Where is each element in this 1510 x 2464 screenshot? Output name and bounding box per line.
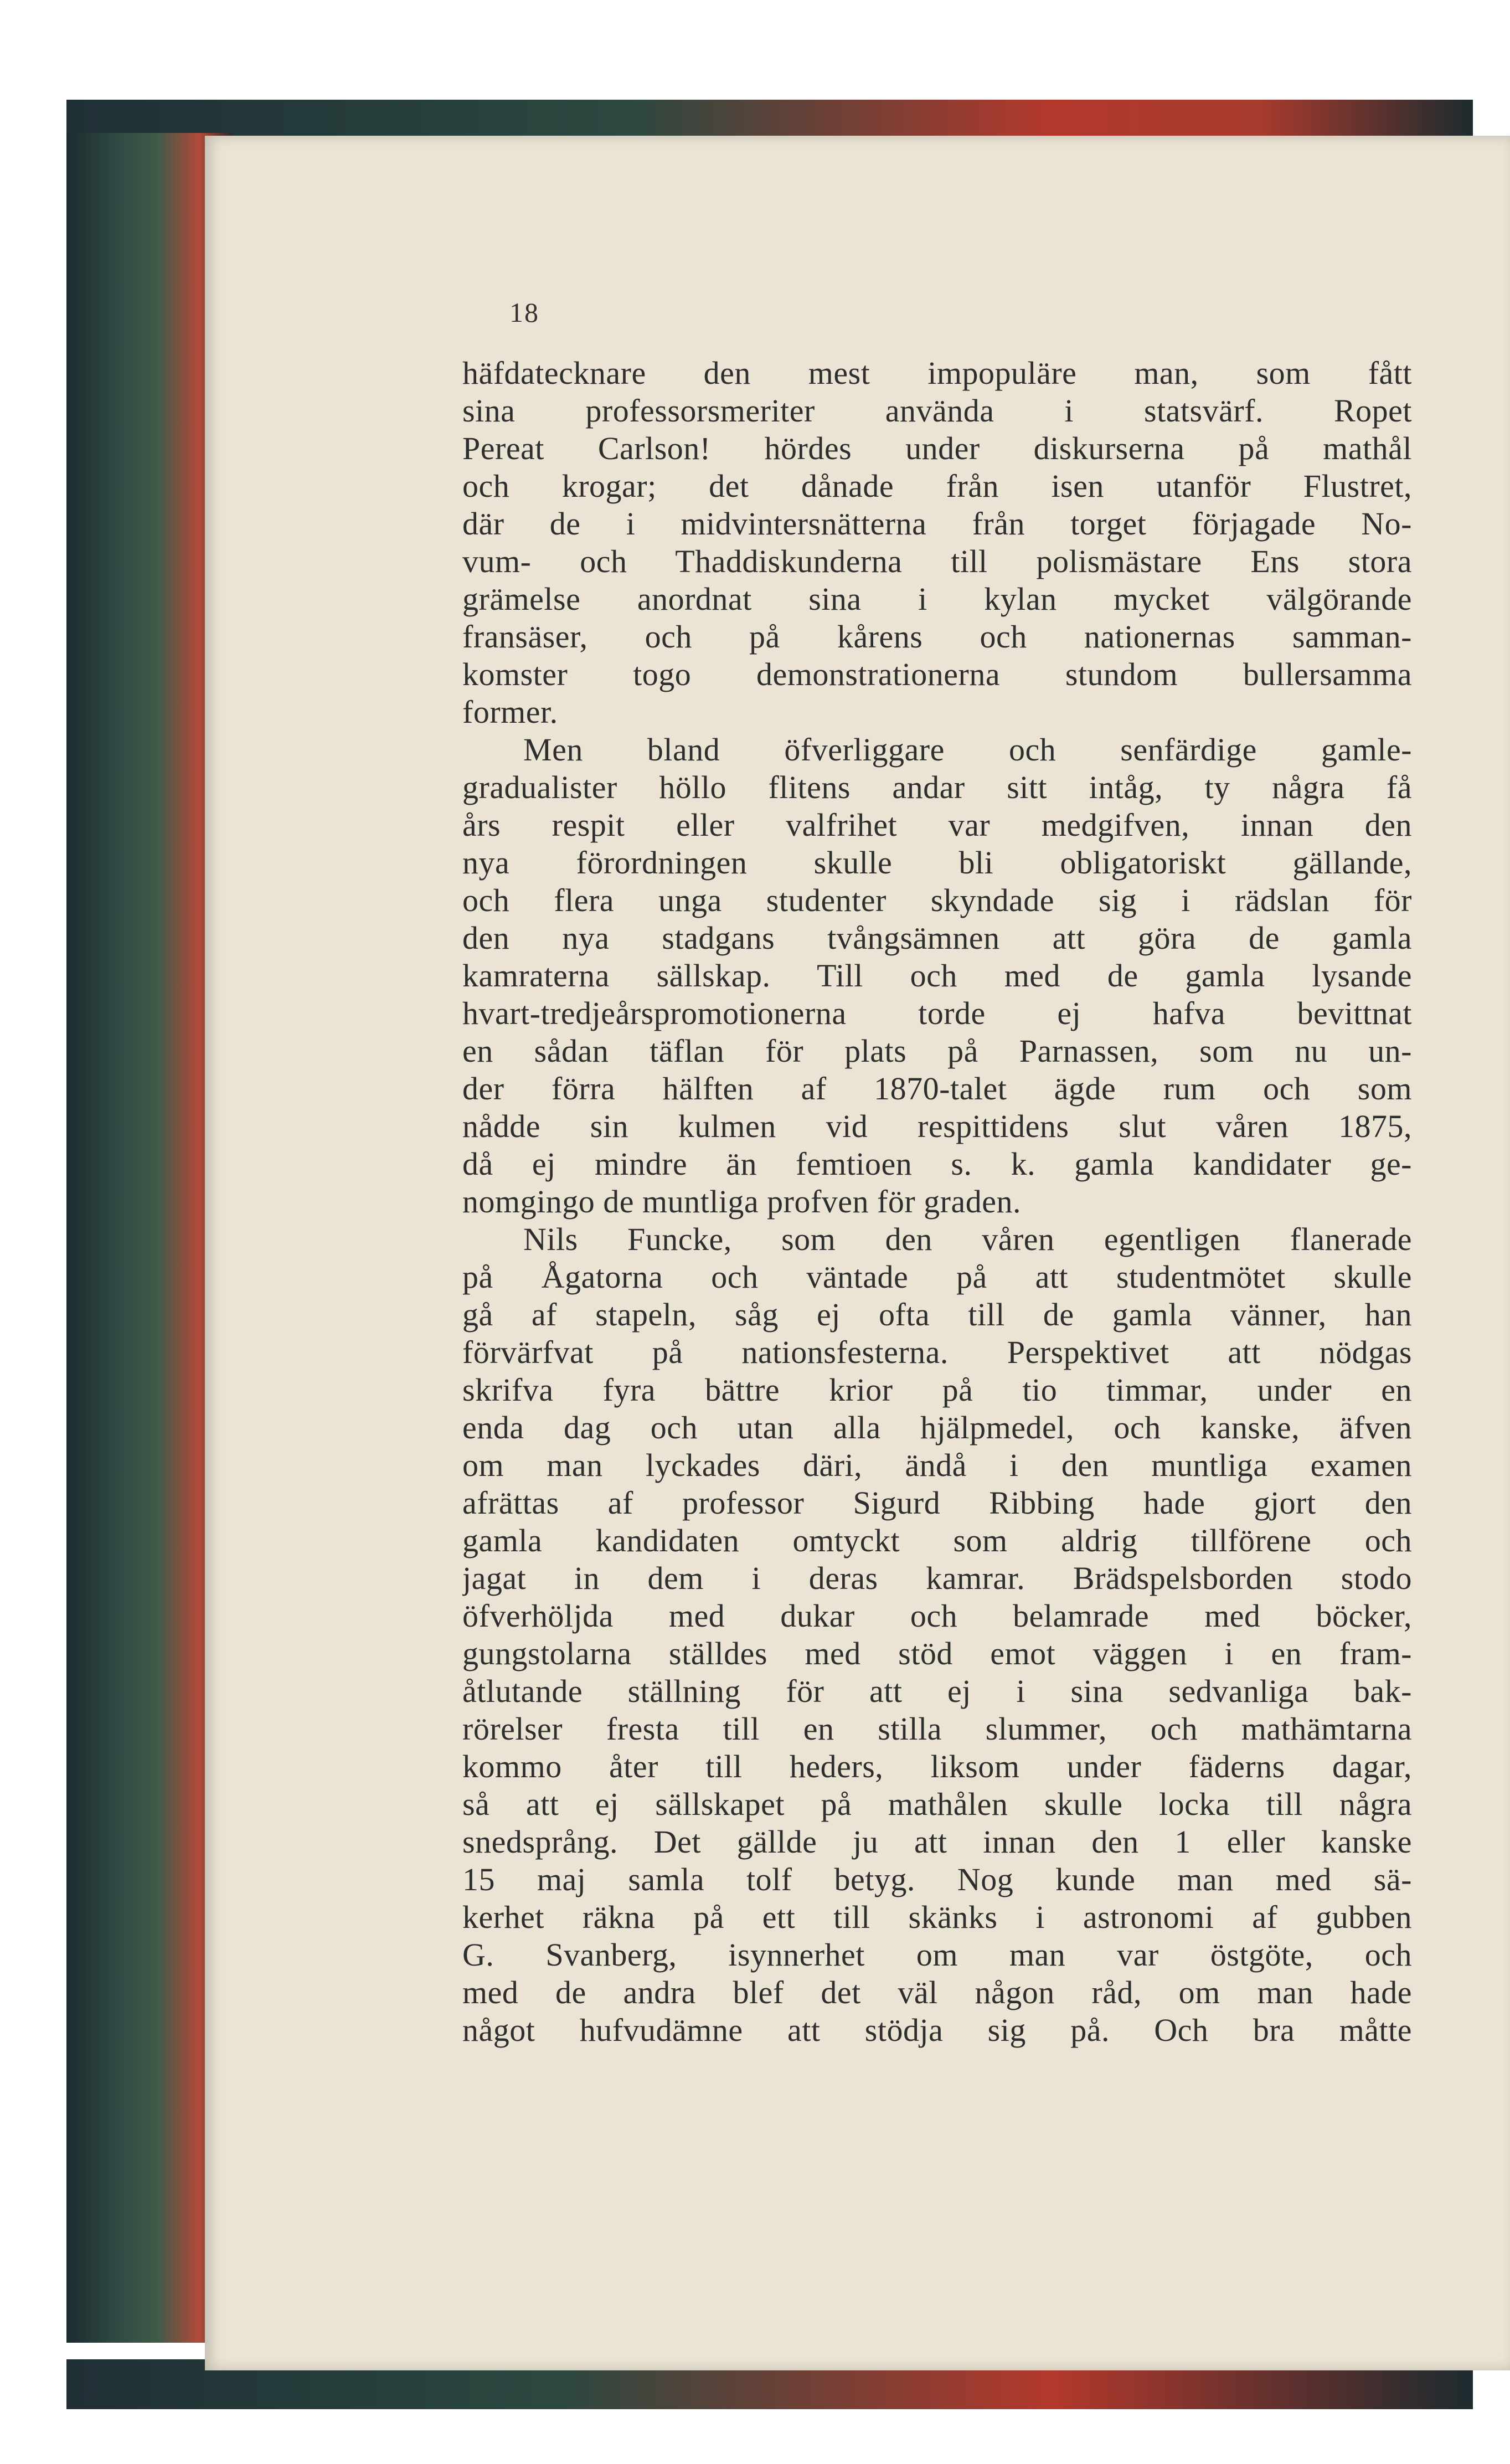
page-number: 18 (509, 297, 539, 328)
text-line: gradualister höllo flitens andar sitt intåg, ty några få (462, 769, 1412, 805)
text-line: så att ej sällskapet på mathålen skulle locka till några (462, 1786, 1412, 1822)
text-line: jagat in dem i deras kamrar. Brädspelsborden stodo (462, 1560, 1412, 1596)
text-line: förvärfvat på nationsfesterna. Perspektivet att nödgas (462, 1334, 1412, 1370)
text-line: Nils Funcke, som den våren egentligen flanerade (523, 1221, 1412, 1257)
text-line: skrifva fyra bättre krior på tio timmar, under en (462, 1372, 1412, 1408)
text-line: Men bland öfverliggare och senfärdige gamle- (523, 732, 1412, 768)
text-line: gamla kandidaten omtyckt som aldrig tillförene och (462, 1522, 1412, 1558)
text-line: der förra hälften af 1870-talet ägde rum och som (462, 1071, 1412, 1107)
text-line: på Ågatorna och väntade på att studentmötet skulle (462, 1259, 1412, 1295)
text-line: kommo åter till heders, liksom under fäderns dagar, (462, 1748, 1412, 1784)
text-line: afrättas af professor Sigurd Ribbing hade gjort den (462, 1485, 1412, 1521)
text-line: G. Svanberg, isynnerhet om man var östgöte, och (462, 1937, 1412, 1973)
text-line: Pereat Carlson! hördes under diskurserna på mathål (462, 430, 1412, 466)
text-line: former. (462, 694, 558, 730)
text-line: och krogar; det dånade från isen utanför Flustret, (462, 468, 1412, 504)
text-line: gå af stapeln, såg ej ofta till de gamla vänner, han (462, 1297, 1412, 1333)
text-line: och flera unga studenter skyndade sig i rädslan för (462, 882, 1412, 918)
text-line: något hufvudämne att stödja sig på. Och bra måtte (462, 2012, 1412, 2048)
text-line: nådde sin kulmen vid respittidens slut våren 1875, (462, 1108, 1412, 1144)
text-line: rörelser fresta till en stilla slummer, och mathämtarna (462, 1711, 1412, 1747)
text-line: hvart-tredjeårspromotionerna torde ej hafva bevittnat (462, 995, 1412, 1031)
text-line: häfdatecknare den mest impopuläre man, som fått (462, 355, 1412, 391)
text-line: där de i midvintersnätterna från torget förjagade No- (462, 506, 1412, 542)
text-line: nya förordningen skulle bli obligatoriskt gällande, (462, 845, 1412, 881)
text-line: enda dag och utan alla hjälpmedel, och kanske, äfven (462, 1410, 1412, 1446)
text-line: öfverhöljda med dukar och belamrade med böcker, (462, 1598, 1412, 1634)
page-body-text (462, 354, 1412, 2049)
text-line: års respit eller valfrihet var medgifven, innan den (462, 807, 1412, 843)
text-line: grämelse anordnat sina i kylan mycket välgörande (462, 581, 1412, 617)
text-line: nomgingo de muntliga profven för graden. (462, 1184, 1021, 1220)
text-line: kamraterna sällskap. Till och med de gamla lysande (462, 958, 1412, 994)
text-line: kerhet räkna på ett till skänks i astronomi af gubben (462, 1899, 1412, 1935)
text-line: gungstolarna ställdes med stöd emot väggen i en fram- (462, 1635, 1412, 1671)
text-line: den nya stadgans tvångsämnen att göra de gamla (462, 920, 1412, 956)
text-line: fransäser, och på kårens och nationernas samman- (462, 619, 1412, 655)
text-line: 15 maj samla tolf betyg. Nog kunde man med sä- (462, 1861, 1412, 1897)
text-line: en sådan täflan för plats på Parnassen, som nu un- (462, 1033, 1412, 1069)
text-line: snedsprång. Det gällde ju att innan den 1 eller kanske (462, 1824, 1412, 1860)
text-line: om man lyckades däri, ändå i den muntliga examen (462, 1447, 1412, 1483)
text-line: vum- och Thaddiskunderna till polismästare Ens stora (462, 543, 1412, 579)
text-line: komster togo demonstrationerna stundom bullersamma (462, 656, 1412, 692)
text-line: sina professorsmeriter använda i statsvärf. Ropet (462, 393, 1412, 429)
text-line: åtlutande ställning för att ej i sina sedvanliga bak- (462, 1673, 1412, 1709)
text-line: med de andra blef det väl någon råd, om man hade (462, 1974, 1412, 2010)
text-line: då ej mindre än femtioen s. k. gamla kandidater ge- (462, 1146, 1412, 1182)
